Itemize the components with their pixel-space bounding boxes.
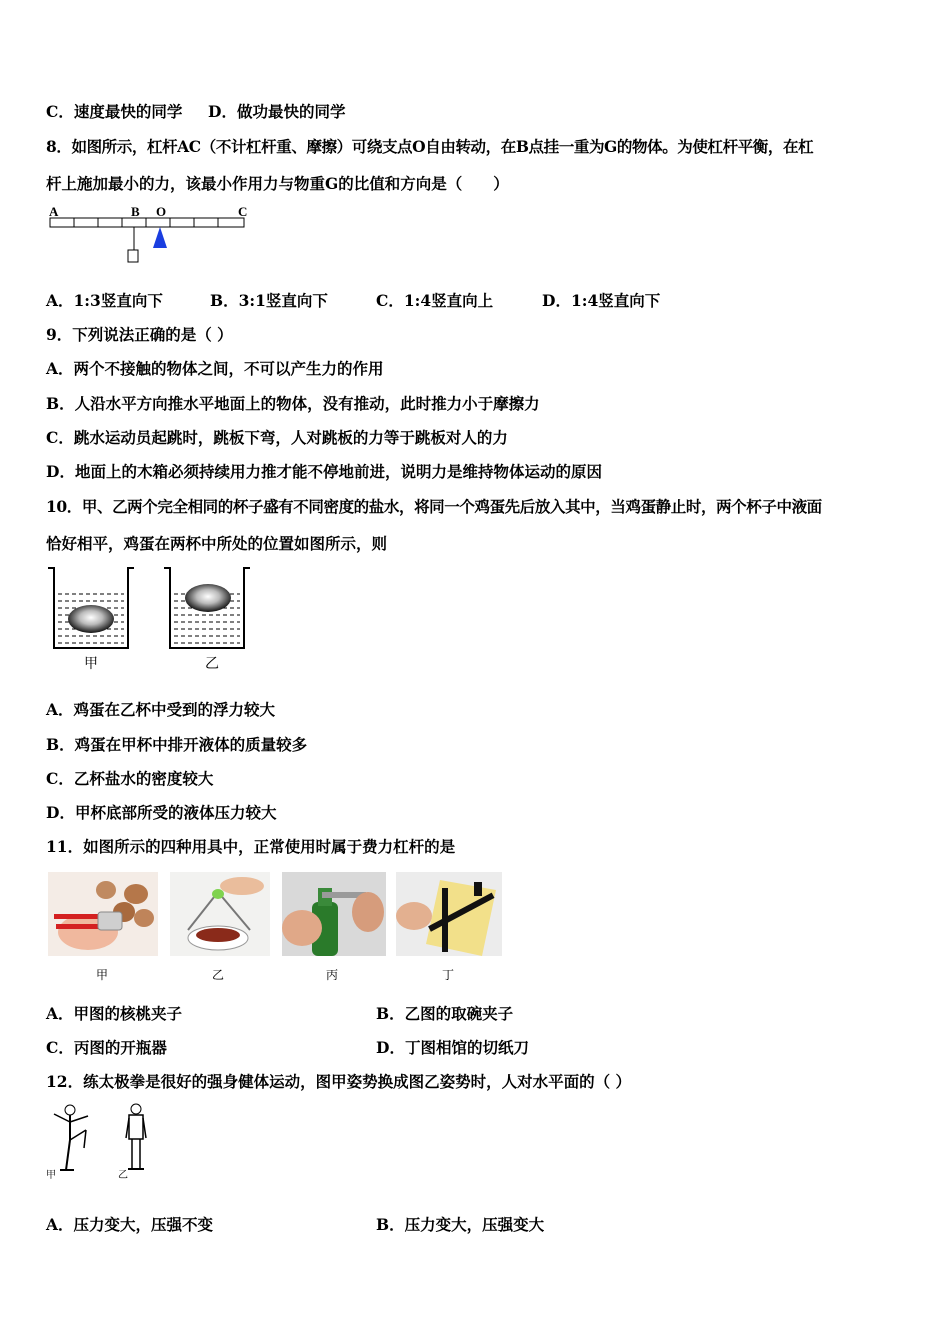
q11-stem: 11．如图所示的四种用具中，正常使用时属于费力杠杆的是 [46,837,456,856]
photo-caption-ding: 丁 [442,968,455,982]
q10-option-b: B．鸡蛋在甲杯中排开液体的质量较多 [46,735,308,754]
q12-option-b: B．压力变大，压强变大 [376,1215,545,1234]
q8-option-d: D．1:4竖直向下 [542,291,661,310]
taichi-figure [44,1100,156,1182]
q10-option-c: C．乙杯盐水的密度较大 [46,769,214,788]
q10-option-d: D．甲杯底部所受的液体压力较大 [46,803,277,822]
q8-option-c: C．1:4竖直向上 [376,291,494,310]
q11-option-b: B．乙图的取碗夹子 [376,1004,514,1023]
lever-label-b: B [131,204,140,219]
q11-option-a: A．甲图的核桃夹子 [46,1004,183,1023]
q12-option-a: A．压力变大，压强不变 [46,1215,214,1234]
photo-caption-bing: 丙 [326,968,339,982]
paper-cutter-image [396,872,502,956]
q8-stem-line2: 杆上施加最小的力，该最小作用力与物重G的比值和方向是（ ） [46,174,509,193]
q9-stem: 9．下列说法正确的是（ ） [46,325,233,344]
beaker-figure [44,564,256,674]
q9-option-c: C．跳水运动员起跳时，跳板下弯，人对跳板的力等于跳板对人的力 [46,428,508,447]
q10-stem-line2: 恰好相平，鸡蛋在两杯中所处的位置如图所示，则 [46,534,388,553]
q7-option-d: D．做功最快的同学 [208,102,346,121]
lever-label-c: C [238,204,248,219]
q11-option-c: C．丙图的开瓶器 [46,1038,167,1057]
walnut-cracker-image [48,872,158,956]
lever-label-o: O [156,204,167,219]
q9-option-d: D．地面上的木箱必须持续用力推才能不停地前进，说明力是维持物体运动的原因 [46,462,602,481]
q10-option-a: A．鸡蛋在乙杯中受到的浮力较大 [46,700,276,719]
q7-option-c: C．速度最快的同学 [46,102,183,121]
taichi-caption-yi: 乙 [118,1170,128,1181]
q8-option-a: A．1:3竖直向下 [46,291,163,310]
photo-caption-yi: 乙 [212,968,225,982]
taichi-caption-jia: 甲 [46,1170,56,1181]
lever-figure [44,202,256,270]
lever-label-a: A [49,204,59,219]
q9-option-a: A．两个不接触的物体之间，不可以产生力的作用 [46,359,384,378]
q8-option-b: B．3:1竖直向下 [210,291,328,310]
bottle-opener-image [282,872,386,956]
q10-stem-line1: 10．甲、乙两个完全相同的杯子盛有不同密度的盐水，将同一个鸡蛋先后放入其中，当鸡蛋静止时，两个杯子中液面 [46,497,822,516]
bowl-clip-image [170,872,270,956]
beaker-caption-yi: 乙 [205,656,219,672]
q11-option-d: D．丁图相馆的切纸刀 [376,1038,529,1057]
photo-caption-jia: 甲 [96,968,109,982]
q9-option-b: B．人沿水平方向推水平地面上的物体，没有推动，此时推力小于摩擦力 [46,394,540,413]
q8-stem-line1: 8．如图所示，杠杆AC（不计杠杆重、摩擦）可绕支点O自由转动，在B点挂一重为G的物体。为使杠杆平衡，在杠 [46,137,814,156]
beaker-caption-jia: 甲 [84,656,98,672]
q12-stem: 12．练太极拳是很好的强身健体运动，图甲姿势换成图乙姿势时，人对水平面的（ ） [46,1072,631,1091]
